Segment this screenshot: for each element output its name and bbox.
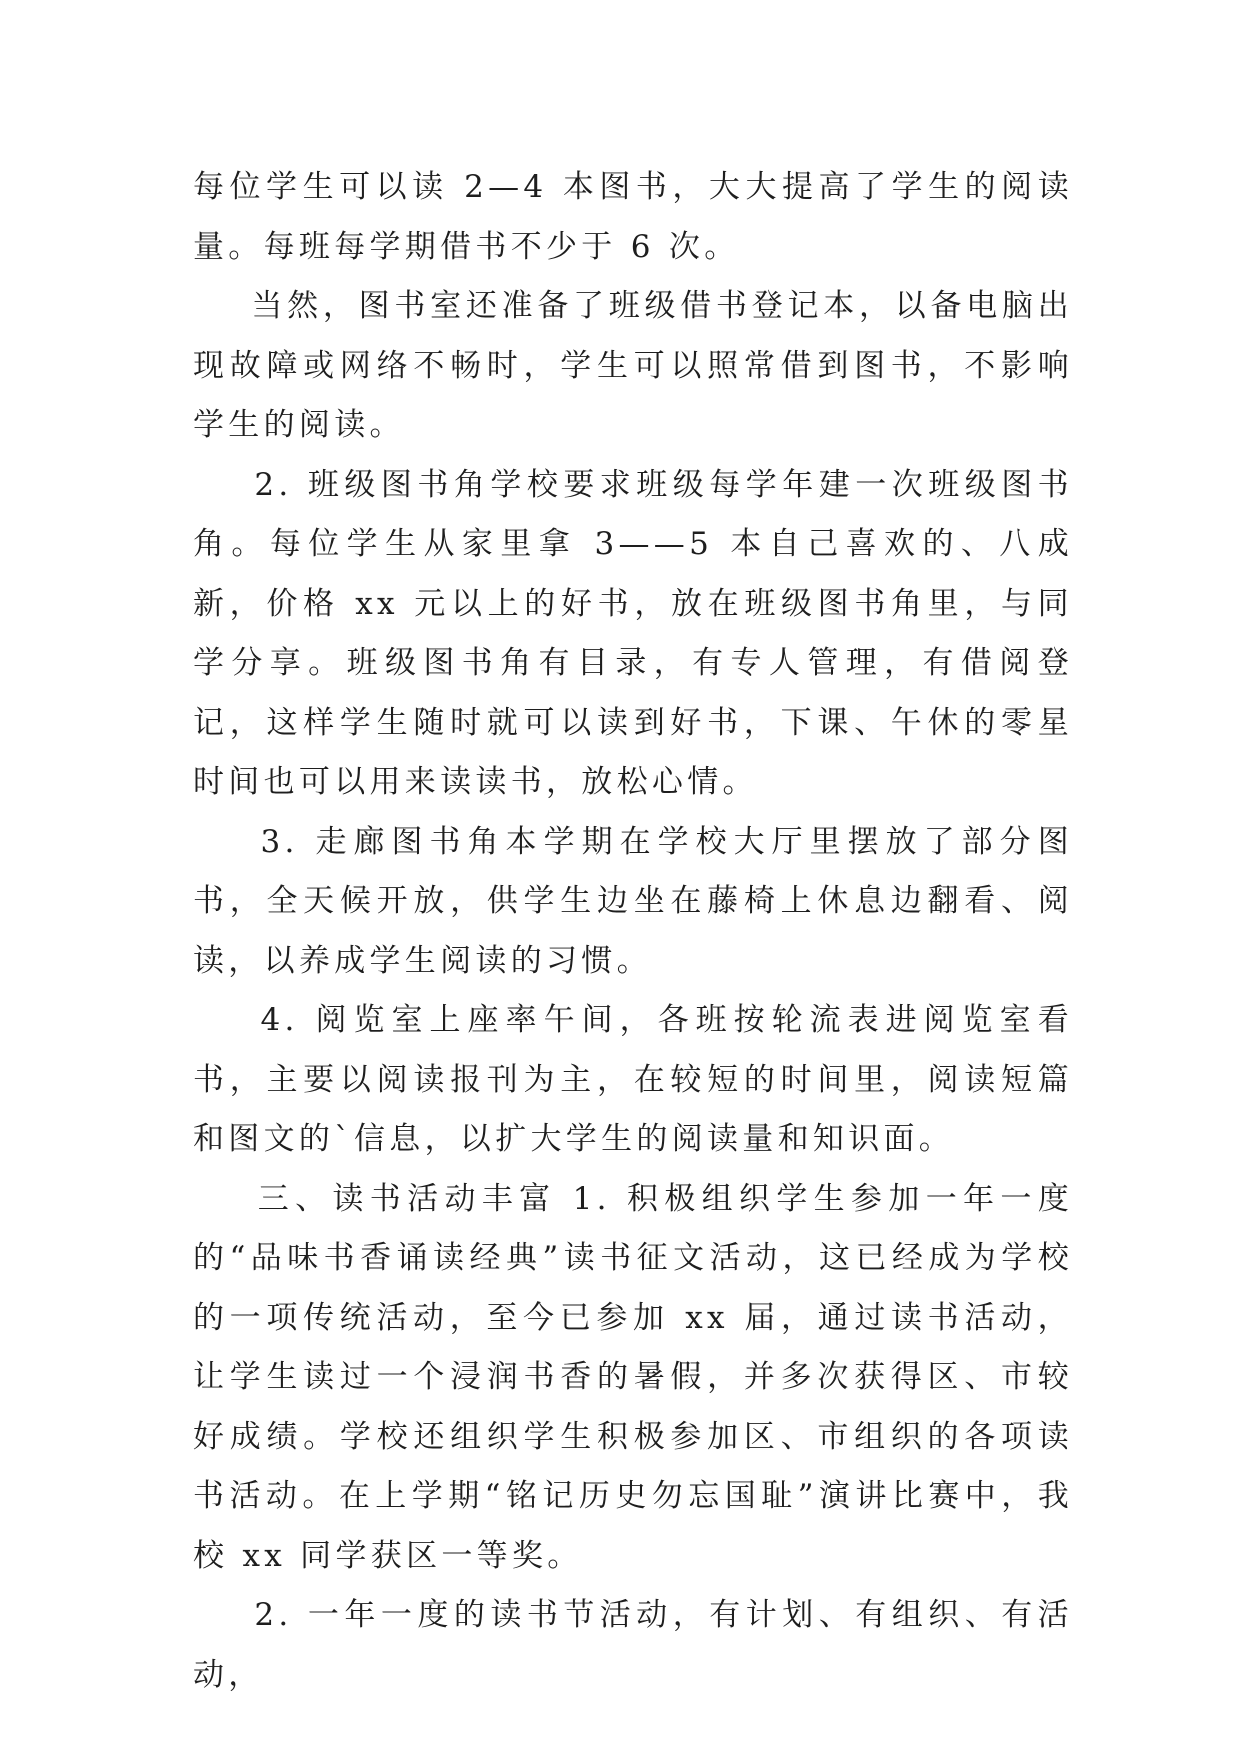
paragraph-1: 每位学生可以读 2—4 本图书，大大提高了学生的阅读量。每班每学期借书不少于 6 次。 xyxy=(193,169,1073,265)
paragraph-6: 三、读书活动丰富 1. 积极组织学生参加一年一度的“品味书香诵读经典”读书征文活动，这已经成为学校的一项传统活动，至今已参加 xx 届，通过读书活动，让学生读过一个浸润书香的暑假，并多次获得区、市较好成绩。学校还组织学生积极参加区、市组织的各项读书活动。在上学期“铭记历史勿忘国耻”演讲比赛中，我校 xx 同学获区一等奖。 xyxy=(193,1180,1073,1574)
paragraph-2: 当然，图书室还准备了班级借书登记本，以备电脑出现故障或网络不畅时，学生可以照常借到图书，不影响学生的阅读。 xyxy=(193,288,1073,443)
paragraph-3: 2. 班级图书角学校要求班级每学年建一次班级图书角。每位学生从家里拿 3——5 本自己喜欢的、八成新，价格 xx 元以上的好书，放在班级图书角里，与同学分享。班级图书角有目录，有专人管理，有借阅登记，这样学生随时就可以读到好书，下课、午休的零星时间也可以用来读读书，放松心情。 xyxy=(193,466,1073,800)
paragraph-5: 4. 阅览室上座率午间，各班按轮流表进阅览室看书，主要以阅读报刊为主，在较短的时间里，阅读短篇和图文的`信息，以扩大学生的阅读量和知识面。 xyxy=(193,1002,1073,1157)
paragraph-4: 3. 走廊图书角本学期在学校大厅里摆放了部分图书，全天候开放，供学生边坐在藤椅上休息边翻看、阅读，以养成学生阅读的习惯。 xyxy=(193,823,1073,979)
document-body xyxy=(193,158,1073,1705)
paragraph-7: 2. 一年一度的读书节活动，有计划、有组织、有活动， xyxy=(193,1597,1073,1693)
